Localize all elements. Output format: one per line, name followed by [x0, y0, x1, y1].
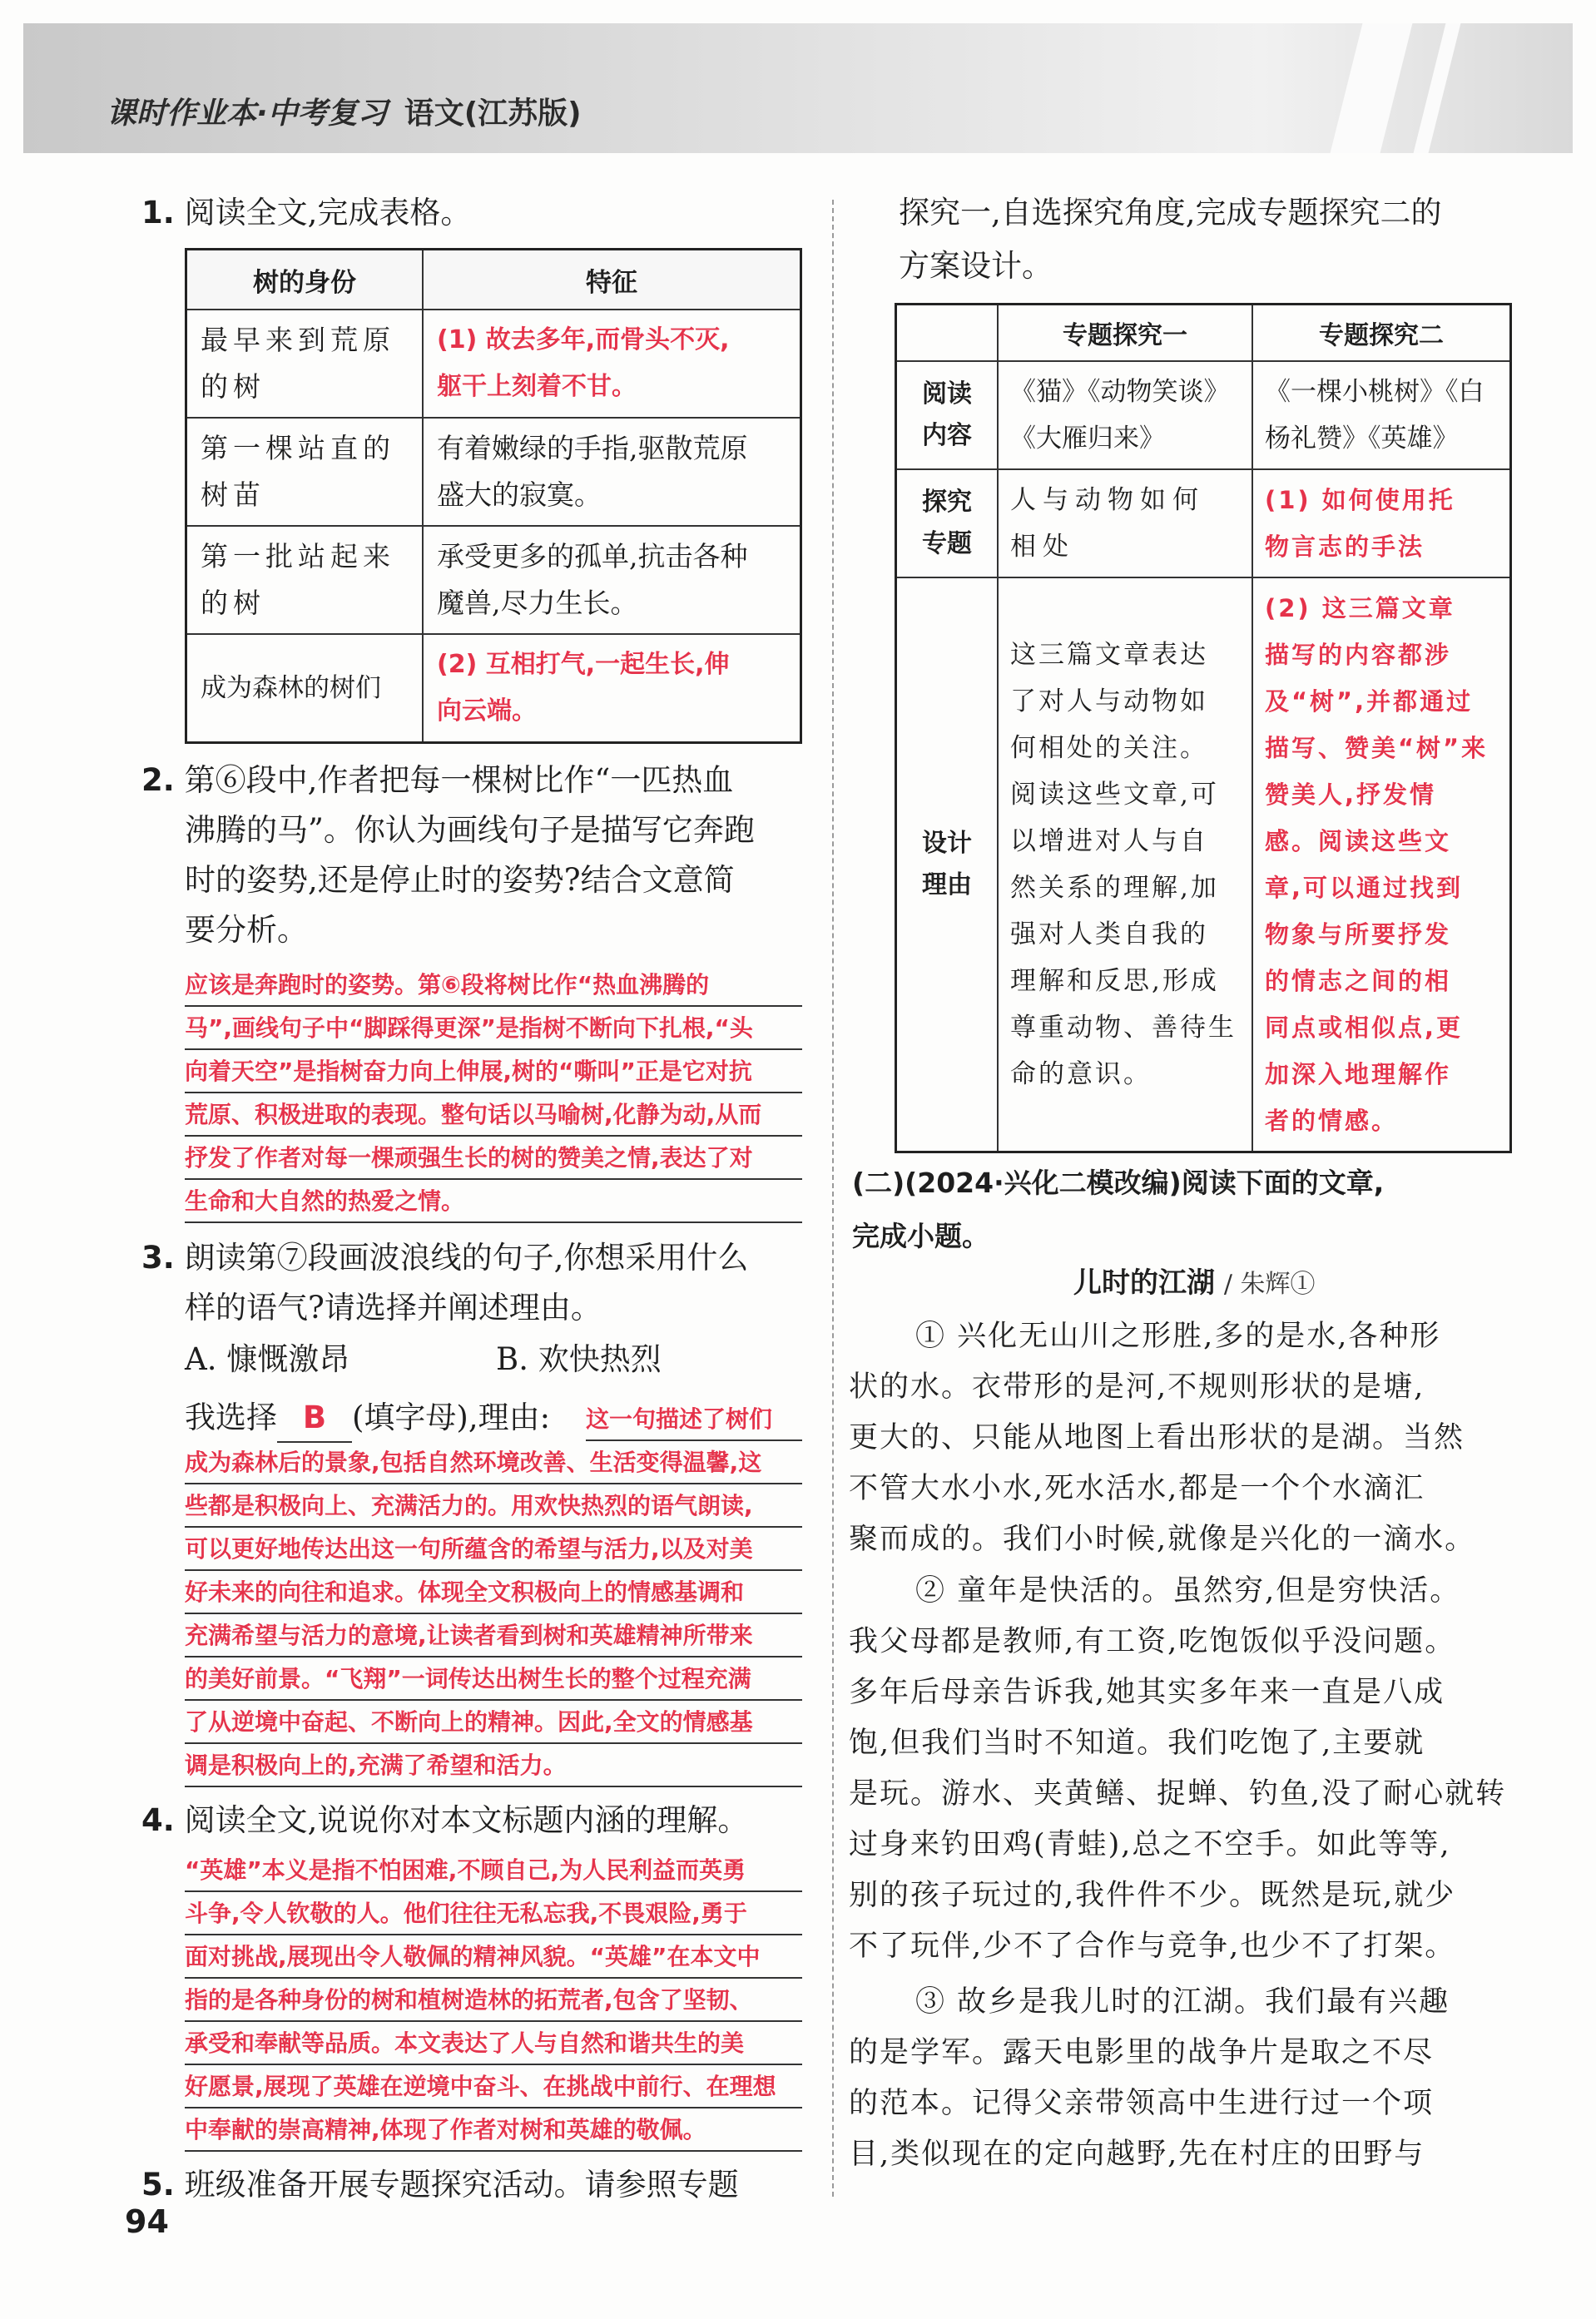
- table-row: 第一棵站直的 树苗 有着嫩绿的手指,驱散荒原 盛大的寂寞。: [186, 418, 801, 526]
- column-divider: [832, 200, 834, 2197]
- q1-prompt: 1. 阅读全文,完成表格。: [141, 195, 472, 230]
- q3-answer-first: 这一句描述了树们: [586, 1405, 773, 1433]
- q5-prompt-continued: 探究一,自选探究角度,完成专题探究二的 方案设计。: [899, 195, 1442, 284]
- q2-prompt: 2. 第⑥段中,作者把每一棵树比作“一匹热血 沸腾的马”。你认为画线句子是描写它奔跑 时的姿势,还是停止时的姿势?结合文意简 要分析。: [141, 762, 755, 948]
- table-header: 专题探究一: [998, 305, 1252, 362]
- table-header: 树的身份: [186, 250, 424, 310]
- article-paragraph-2: ② 童年是快活的。虽然穷,但是穷快活。 我父母都是教师,有工资,吃饱饭似乎没问题。 多年后母亲告诉我,她其实多年来一直是八成 饱,但我们当时不知道。我们吃饱了,主要就 是玩。游水、夹黄鳝、捉蝉、钓鱼,没了耐心就转 过身来钓田鸡(青蛙),总之不空手。如此等等, 别的孩子玩过的,我件件不少。既然是玩,就少 不了玩伴,少不了合作与竞争,也少不了打架。: [849, 1574, 1507, 1963]
- article-title-line: [1073, 1260, 1315, 1308]
- q3-option-a: A. 慷慨激昂: [185, 1341, 350, 1377]
- table-row: 阅读 内容 《猫》《动物笑谈》 《大雁归来》 《一棵小桃树》《白 杨礼赞》《英雄》: [896, 361, 1511, 469]
- page-number: 94: [125, 2203, 169, 2240]
- q3-choice-line: 我选择 B (填字母),理由:: [185, 1395, 550, 1443]
- q3-choice: B: [277, 1395, 352, 1443]
- q4-answer: “英雄”本义是指不怕困难,不顾自己,为人民利益而英勇 斗争,令人钦敬的人。他们往往无私忘我,不畏艰险,勇于 面对挑战,展现出令人敬佩的精神风貌。“英雄”在本文中 指的是各种身份的树和植树造林的拓荒者,包含了坚韧、 承受和奉献等品质。本文表达了人与自然和谐共生的美 好愿景,展现了英雄在逆境中奋斗、在挑战中前行、在理想 中奉献的崇高精神,体现了作者对树和英雄的敬佩。: [185, 1856, 776, 2143]
- q2-answer: 应该是奔跑时的姿势。第⑥段将树比作“热血沸腾的 马”,画线句子中“脚踩得更深”是指树不断向下扎根,“头 向着天空”是指树奋力向上伸展,树的“嘶叫”正是它对抗 荒原、积极进取的表现。整句话以马喻树,化静为动,从而 抒发了作者对每一棵顽强生长的树的赞美之情,表达了对 生命和大自然的热爱之情。: [185, 971, 762, 1215]
- q5-table: [895, 303, 1512, 1153]
- q3-prompt: 3. 朗读第⑦段画波浪线的句子,你想采用什么 样的语气?请选择并阐述理由。: [141, 1240, 749, 1325]
- table-header: [896, 305, 999, 362]
- q4-prompt: 4. 阅读全文,说说你对本文标题内涵的理解。: [141, 1802, 749, 1838]
- article-author: / 朱辉①: [1223, 1270, 1316, 1299]
- article-paragraph-1: ① 兴化无山川之形胜,多的是水,各种形 状的水。衣带形的是河,不规则形状的是塘, 更大的、只能从地图上看出形状的是湖。当然 不管大水小水,死水活水,都是一个个水滴汇 聚而成的。我们小时候,就像是兴化的一滴水。: [849, 1320, 1476, 1556]
- table-row: 第一批站起来 的树 承受更多的孤单,抗击各种 魔兽,尽力生长。: [186, 526, 801, 634]
- table-header: 专题探究二: [1252, 305, 1511, 362]
- table-row: 成为森林的树们 (2) 互相打气,一起生长,伸 向云端。: [186, 634, 801, 743]
- table-row: 探究 专题 人与动物如何 相处 (1) 如何使用托 物言志的手法: [896, 469, 1511, 577]
- header-title: [107, 90, 582, 132]
- article-title: 儿时的江湖: [1073, 1266, 1215, 1300]
- q3-option-b: B. 欢快热烈: [496, 1341, 662, 1377]
- series-title: 课时作业本·中考复习: [107, 97, 388, 131]
- article-paragraph-3: ③ 故乡是我儿时的江湖。我们最有兴趣 的是学军。露天电影里的战争片是取之不尽 的范本。记得父亲带领高中生进行过一个项 目,类似现在的定向越野,先在村庄的田野与: [849, 1985, 1450, 2171]
- table-header: 特征: [423, 250, 801, 310]
- table-row: 设计 理由 这三篇文章表达 了对人与动物如 何相处的关注。 阅读这些文章,可 以增进对人与自 然关系的理解,加 强对人类自我的 理解和反思,形成 尊重动物、善待生 命的意识。 (2) 这三篇文章 描写的内容都涉 及“树”,并都通过 描写、赞美“树”来 赞美人,抒发情 感。阅读这些文 章,可以通过找到 物象与所要抒发 的情志之间的相 同点或相似点,更 加深入地理解作 者的情感。: [896, 577, 1511, 1152]
- subject-title: 语文(江苏版): [404, 97, 582, 131]
- header-banner: [23, 23, 1573, 153]
- q5-prompt: 5. 班级准备开展专题探究活动。请参照专题: [141, 2167, 739, 2203]
- table-row: 最早来到荒原 的树 (1) 故去多年,而骨头不灭, 躯干上刻着不甘。: [186, 310, 801, 418]
- q1-table: [185, 248, 802, 744]
- section-2-intro: (二)(2024·兴化二模改编)阅读下面的文章, 完成小题。: [852, 1167, 1385, 1252]
- q3-answer: 成为森林后的景象,包括自然环境改善、生活变得温馨,这 些都是积极向上、充满活力的。用欢快热烈的语气朗读, 可以更好地传达出这一句所蕴含的希望与活力,以及对美 好未来的向往和追求。体现全文积极向上的情感基调和 充满希望与活力的意境,让读者看到树和英雄精神所带来 的美好前景。“飞翔”一词传达出树生长的整个过程充满 了从逆境中奋起、不断向上的精神。因此,全文的情感基 调是积极向上的,充满了希望和活力。: [185, 1449, 762, 1779]
